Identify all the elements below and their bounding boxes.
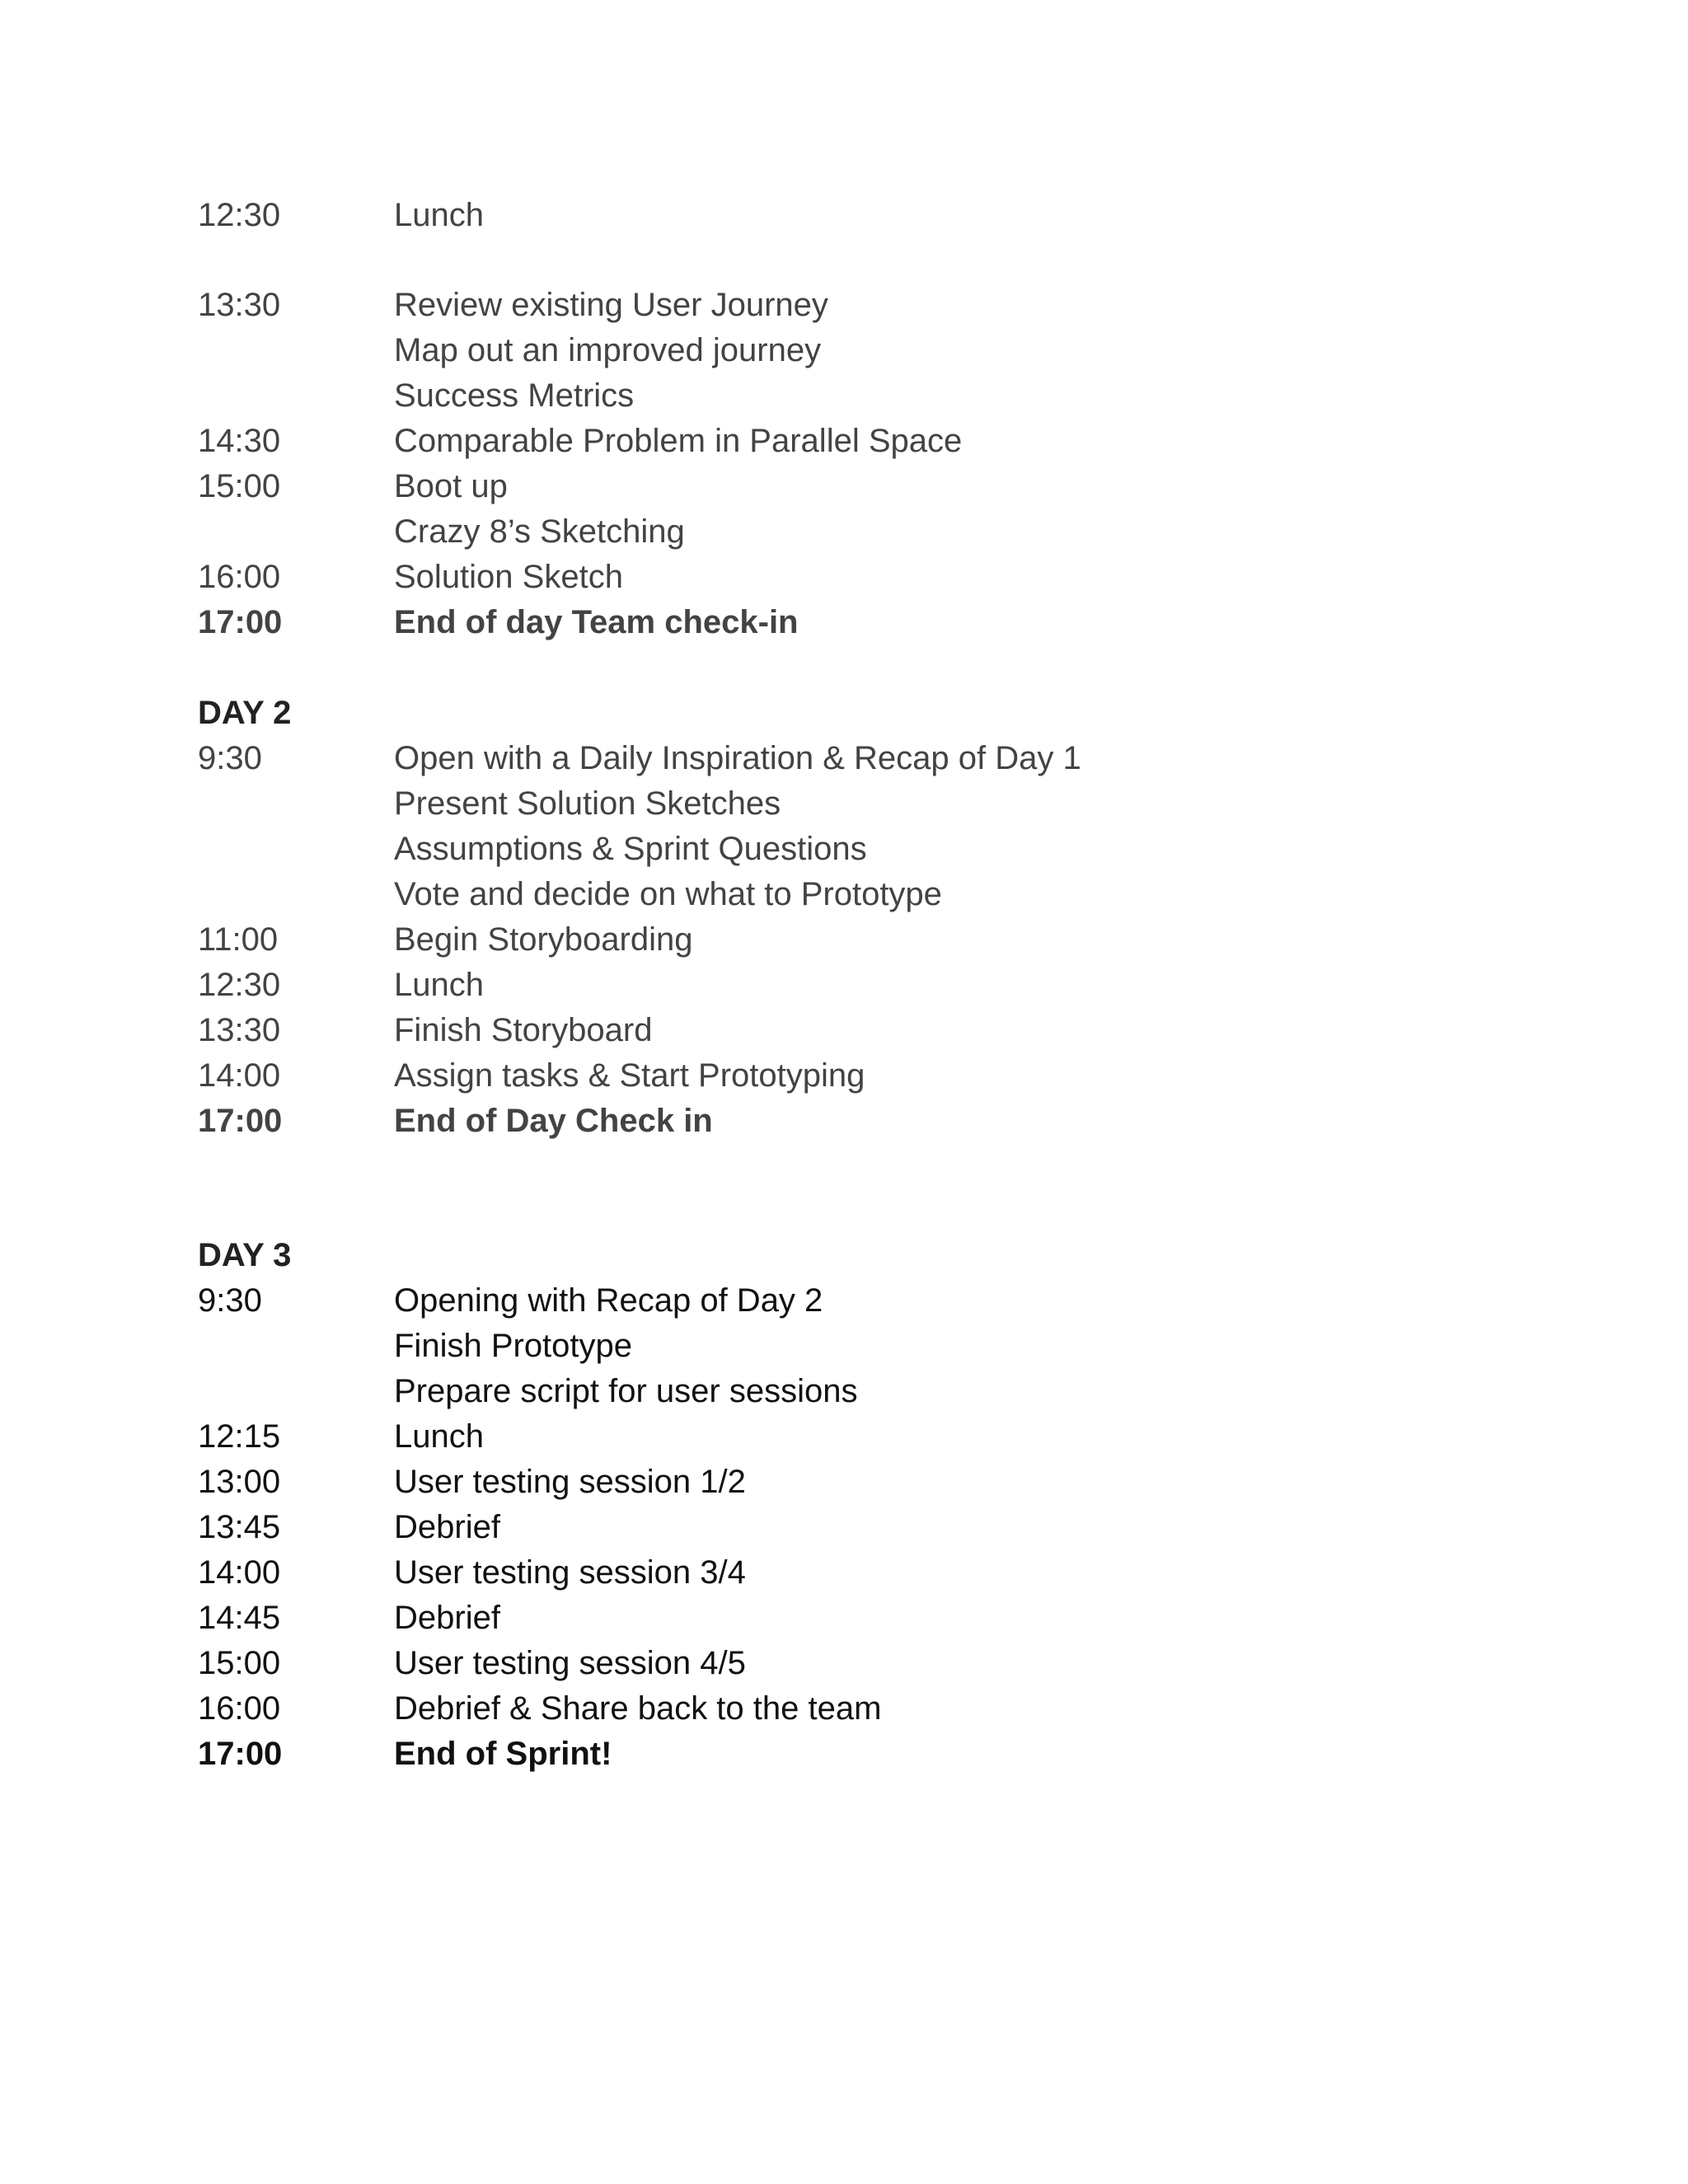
schedule-row — [198, 826, 1599, 872]
activity-label: Begin Storyboarding — [394, 921, 693, 958]
activity-label: Lunch — [394, 197, 484, 233]
schedule-row — [198, 418, 1599, 464]
time-label: 13:30 — [198, 1012, 281, 1048]
time-label: 14:30 — [198, 423, 281, 459]
schedule-row — [198, 463, 1599, 509]
activity-label: Solution Sketch — [394, 559, 623, 595]
schedule-row — [198, 1413, 1599, 1460]
time-label: 17:00 — [198, 1103, 283, 1139]
activity-label: Comparable Problem in Parallel Space — [394, 423, 963, 459]
day-2-heading: DAY 2 — [198, 695, 292, 731]
schedule-row — [198, 509, 1599, 555]
activity-label: Assign tasks & Start Prototyping — [394, 1057, 865, 1094]
schedule-row — [198, 780, 1599, 827]
schedule-row — [198, 1007, 1599, 1053]
time-label: 12:30 — [198, 967, 281, 1003]
schedule-row — [198, 1504, 1599, 1550]
activity-label: Present Solution Sketches — [394, 785, 781, 822]
schedule-row — [198, 1549, 1599, 1596]
schedule-row — [198, 1595, 1599, 1641]
schedule-row — [198, 735, 1599, 781]
time-label: 9:30 — [198, 740, 262, 776]
activity-label: Success Metrics — [394, 377, 635, 414]
time-label: 9:30 — [198, 1282, 262, 1319]
schedule-row — [198, 871, 1599, 917]
schedule-row — [198, 1052, 1599, 1099]
activity-label: Map out an improved journey — [394, 332, 822, 368]
schedule-row-end-of-day — [198, 1098, 1599, 1144]
time-label: 12:30 — [198, 197, 281, 233]
time-label: 12:15 — [198, 1418, 281, 1455]
schedule-row — [198, 916, 1599, 963]
day-3-heading: DAY 3 — [198, 1237, 292, 1273]
time-label: 15:00 — [198, 1645, 281, 1681]
time-label: 11:00 — [198, 921, 279, 958]
schedule-row — [198, 327, 1599, 373]
activity-label: User testing session 1/2 — [394, 1464, 746, 1500]
activity-label: End of Sprint! — [394, 1736, 612, 1772]
activity-label: End of Day Check in — [394, 1103, 713, 1139]
schedule-row — [198, 282, 1599, 328]
activity-label: Debrief — [394, 1600, 500, 1636]
time-label: 13:45 — [198, 1509, 281, 1545]
activity-label: Review existing User Journey — [394, 287, 828, 323]
activity-label: Open with a Daily Inspiration & Recap of Day 1 — [394, 740, 1081, 776]
schedule-row — [198, 1323, 1599, 1369]
activity-label: Prepare script for user sessions — [394, 1373, 858, 1409]
activity-label: Finish Prototype — [394, 1328, 633, 1364]
activity-label: User testing session 4/5 — [394, 1645, 746, 1681]
schedule-row-end-of-day — [198, 599, 1599, 645]
activity-label: Assumptions & Sprint Questions — [394, 831, 867, 867]
time-label: 13:00 — [198, 1464, 281, 1500]
time-label: 13:30 — [198, 287, 281, 323]
activity-label: Debrief — [394, 1509, 500, 1545]
time-label: 14:00 — [198, 1057, 281, 1094]
activity-label: Lunch — [394, 1418, 484, 1455]
time-label: 16:00 — [198, 1690, 281, 1727]
activity-label: Crazy 8’s Sketching — [394, 513, 685, 550]
activity-label: Vote and decide on what to Prototype — [394, 876, 942, 912]
time-label: 14:00 — [198, 1554, 281, 1591]
schedule-row — [198, 1368, 1599, 1414]
schedule-row — [198, 192, 1599, 238]
time-label: 14:45 — [198, 1600, 281, 1636]
schedule-row — [198, 1685, 1599, 1732]
time-label: 17:00 — [198, 604, 283, 640]
activity-label: Opening with Recap of Day 2 — [394, 1282, 823, 1319]
schedule-row — [198, 1277, 1599, 1324]
schedule-row — [198, 1459, 1599, 1505]
activity-label: Finish Storyboard — [394, 1012, 653, 1048]
activity-label: User testing session 3/4 — [394, 1554, 746, 1591]
activity-label: Boot up — [394, 468, 508, 504]
activity-label: End of day Team check-in — [394, 604, 799, 640]
time-label: 16:00 — [198, 559, 281, 595]
schedule-row — [198, 962, 1599, 1008]
activity-label: Debrief & Share back to the team — [394, 1690, 882, 1727]
schedule-row — [198, 554, 1599, 600]
time-label: 15:00 — [198, 468, 281, 504]
schedule-row — [198, 373, 1599, 419]
time-label: 17:00 — [198, 1736, 283, 1772]
activity-label: Lunch — [394, 967, 484, 1003]
schedule-row — [198, 1640, 1599, 1686]
schedule-row-end-of-sprint — [198, 1731, 1599, 1777]
